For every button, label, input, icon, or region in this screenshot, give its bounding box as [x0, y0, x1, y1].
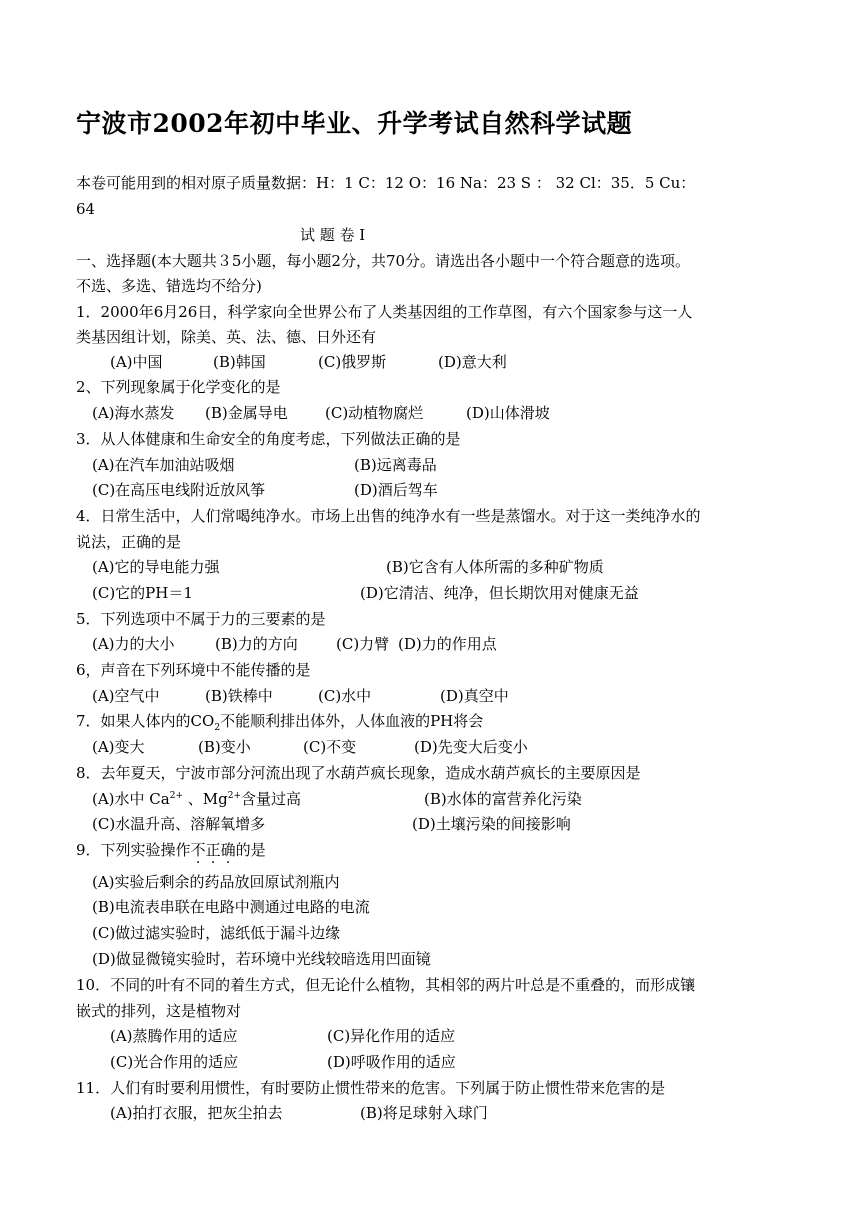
question-10-option-b: (C)异化作用的适应 [327, 1027, 456, 1045]
atomic-mass-line-2: 64 [76, 200, 96, 218]
section-label: 试 题 卷 I [300, 226, 366, 244]
question-8-option-a-end: 含量过高 [241, 790, 302, 808]
atomic-mass-line-1: 本卷可能用到的相对原子质量数据：H：1 C：12 O：16 Na：23 S ： 32 Cl：35．5 Cu： [76, 174, 696, 192]
question-9-option-b: (B)电流表串联在电路中测通过电路的电流 [92, 898, 370, 916]
question-10-option-d: (D)呼吸作用的适应 [327, 1053, 456, 1071]
question-5-option-c: (C)力臂 [336, 635, 390, 653]
question-8-option-a-mid: 、Mg [183, 790, 228, 808]
question-2-stem: 2、下列现象属于化学变化的是 [76, 378, 281, 396]
emphasis-char-3: 确 [220, 841, 236, 859]
emphasis-char-1: 不 [190, 841, 206, 859]
calcium-charge-superscript: 2+ [169, 791, 184, 801]
question-9-stem-start: 9．下列实验操作 [76, 841, 191, 859]
emphasis-char-2: 正 [205, 841, 221, 859]
question-5-option-b: (B)力的方向 [215, 635, 298, 653]
question-7-option-b: (B)变小 [198, 738, 251, 756]
question-3-option-c: (C)在高压电线附近放风筝 [92, 481, 266, 499]
question-1-option-a: (A)中国 [110, 353, 163, 371]
question-2-option-a: (A)海水蒸发 [92, 404, 175, 422]
question-8-option-a [92, 789, 301, 809]
question-8-option-d: (D)土壤污染的间接影响 [412, 815, 571, 833]
question-10-option-a: (A)蒸腾作用的适应 [110, 1027, 238, 1045]
question-4-option-c: (C)它的PH＝1 [92, 584, 193, 602]
question-8-option-c: (C)水温升高、溶解氧增多 [92, 815, 266, 833]
question-6-option-d: (D)真空中 [440, 687, 509, 705]
question-1-option-c: (C)俄罗斯 [318, 353, 387, 371]
question-10-option-c: (C)光合作用的适应 [110, 1053, 239, 1071]
question-6-option-b: (B)铁棒中 [205, 687, 273, 705]
question-1-line-2: 类基因组计划，除美、英、法、德、日外还有 [76, 328, 377, 346]
question-1-option-b: (B)韩国 [213, 353, 266, 371]
question-6-stem: 6，声音在下列环境中不能传播的是 [76, 661, 311, 679]
question-4-option-b: (B)它含有人体所需的多种矿物质 [386, 558, 604, 576]
question-4-line-1: 4．日常生活中，人们常喝纯净水。市场上出售的纯净水有一些是蒸馏水。对于这一类纯净水的 [76, 507, 701, 525]
question-7-option-c: (C)不变 [303, 738, 357, 756]
question-5-option-d: (D)力的作用点 [398, 635, 497, 653]
question-3-option-d: (D)酒后驾车 [354, 481, 438, 499]
question-8-stem: 8．去年夏天，宁波市部分河流出现了水葫芦疯长现象，造成水葫芦疯长的主要原因是 [76, 764, 641, 782]
question-7-stem-start: 7．如果人体内的CO [76, 712, 215, 730]
question-6-option-a: (A)空气中 [92, 687, 160, 705]
question-5-option-a: (A)力的大小 [92, 635, 175, 653]
instructions-line-2: 不选、多选、错选均不给分) [76, 277, 262, 295]
question-11-option-a: (A)拍打衣服，把灰尘拍去 [110, 1104, 283, 1122]
question-4-option-a: (A)它的导电能力强 [92, 558, 220, 576]
question-10-line-1: 10．不同的叶有不同的着生方式，但无论什么植物，其相邻的两片叶总是不重叠的，而形成镶 [76, 976, 696, 994]
question-3-option-b: (B)远离毒品 [354, 456, 437, 474]
question-8-option-b: (B)水体的富营养化污染 [424, 790, 582, 808]
question-4-option-d: (D)它清洁、纯净，但长期饮用对健康无益 [360, 584, 639, 602]
question-3-stem: 3．从人体健康和生命安全的角度考虑，下列做法正确的是 [76, 430, 461, 448]
question-7-stem [76, 711, 483, 731]
question-11-stem: 11．人们有时要利用惯性，有时要防止惯性带来的危害。下列属于防止惯性带来危害的是 [76, 1079, 666, 1097]
question-8-option-a-start: (A)水中 Ca [92, 790, 170, 808]
question-7-option-a: (A)变大 [92, 738, 145, 756]
question-9-option-c: (C)做过滤实验时，滤纸低于漏斗边缘 [92, 924, 341, 942]
question-4-line-2: 说法，正确的是 [76, 533, 182, 551]
magnesium-charge-superscript: 2+ [227, 791, 242, 801]
question-10-line-2: 嵌式的排列，这是植物对 [76, 1002, 242, 1020]
instructions-line-1: 一、选择题(本大题共３5小题，每小题2分，共70分。请选出各小题中一个符合题意的选项。 [76, 252, 691, 270]
question-5-stem: 5．下列选项中不属于力的三要素的是 [76, 610, 326, 628]
question-1-option-d: (D)意大利 [438, 353, 507, 371]
question-7-stem-end: 不能顺利排出体外，人体血液的PH将会 [220, 712, 484, 730]
co2-subscript: 2 [214, 723, 221, 733]
question-2-option-c: (C)动植物腐烂 [325, 404, 424, 422]
question-6-option-c: (C)水中 [318, 687, 372, 705]
page-title: 宁波市2002年初中毕业、升学考试自然科学试题 [76, 109, 633, 138]
question-9-option-d: (D)做显微镜实验时，若环境中光线较暗选用凹面镜 [92, 950, 431, 968]
question-7-option-d: (D)先变大后变小 [414, 738, 528, 756]
question-3-option-a: (A)在汽车加油站吸烟 [92, 456, 235, 474]
question-2-option-d: (D)山体滑坡 [466, 404, 550, 422]
question-2-option-b: (B)金属导电 [205, 404, 288, 422]
question-1-line-1: 1．2000年6月26日，科学家向全世界公布了人类基因组的工作草图，有六个国家参与这一人 [76, 303, 693, 321]
question-11-option-b: (B)将足球射入球门 [360, 1104, 488, 1122]
question-9-stem-end: 的是 [235, 841, 266, 859]
question-9-stem [76, 840, 266, 860]
question-9-option-a: (A)实验后剩余的药品放回原试剂瓶内 [92, 873, 340, 891]
